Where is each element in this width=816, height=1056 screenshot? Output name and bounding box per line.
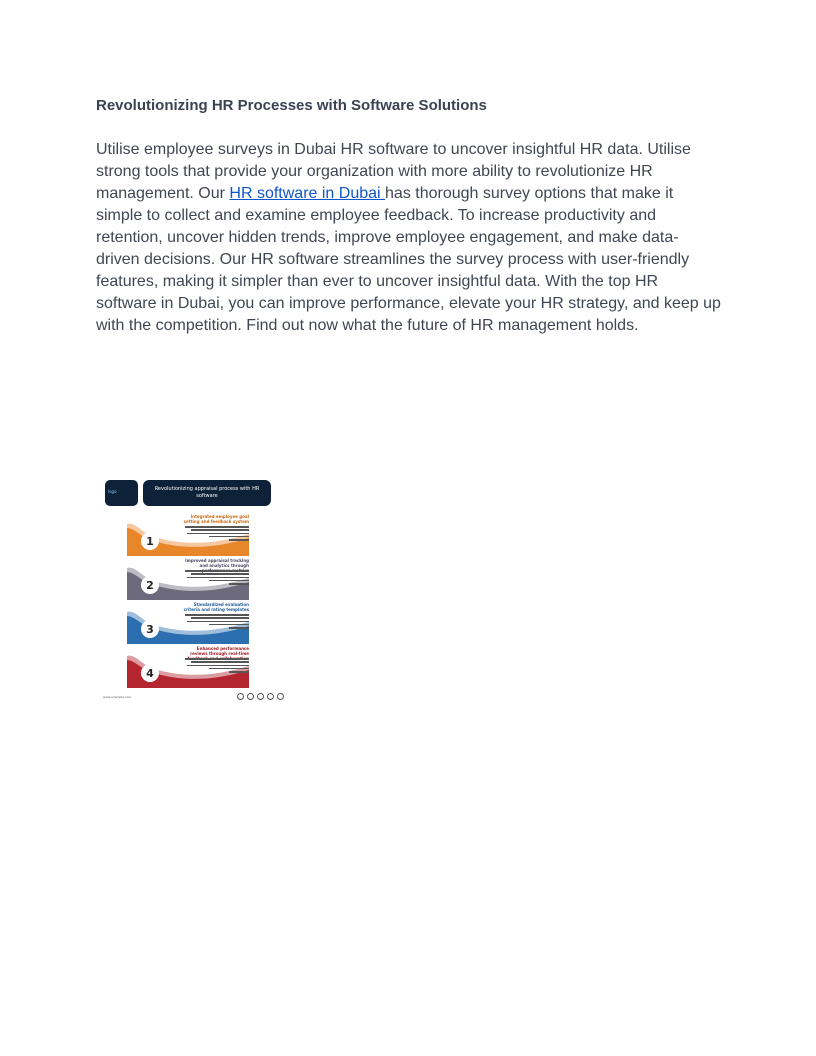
description-line xyxy=(185,658,249,660)
description-line xyxy=(209,536,249,538)
step-description-lines xyxy=(183,526,249,542)
description-line xyxy=(187,577,249,579)
step-title: Integrated employee goal setting and feedback system xyxy=(183,514,249,524)
step-title: Standardized evaluation criteria and rating templates xyxy=(183,602,249,612)
social-icon xyxy=(277,693,284,700)
step-number-badge: 2 xyxy=(141,576,159,594)
step-title: Improved appraisal tracking and analytics through xyxy=(185,558,249,568)
description-line xyxy=(187,533,249,535)
step-description-lines xyxy=(183,570,249,586)
description-line xyxy=(209,624,249,626)
social-icons xyxy=(237,693,284,700)
social-icon xyxy=(257,693,264,700)
document-heading: Revolutionizing HR Processes with Software Solutions xyxy=(96,97,487,114)
step-number-badge: 3 xyxy=(141,620,159,638)
social-icon xyxy=(237,693,244,700)
step-number-badge: 4 xyxy=(141,664,159,682)
description-line xyxy=(191,617,249,619)
hr-software-dubai-link[interactable]: HR software in Dubai xyxy=(229,185,386,202)
social-icon xyxy=(247,693,254,700)
infographic-step xyxy=(127,644,249,688)
description-line xyxy=(209,580,249,582)
step-description-lines xyxy=(183,658,249,674)
description-line xyxy=(185,526,249,528)
infographic-step xyxy=(127,600,249,644)
paragraph-text-start: Utilise employee surveys in Dubai HR software to uncover insightful HR data. Utilise strong tools that provide your organization with more ability to revolutionize HR management. Our xyxy=(96,141,691,202)
step-number-badge: 1 xyxy=(141,532,159,550)
step-title: Enhanced performance reviews through real-time xyxy=(190,646,249,656)
description-line xyxy=(229,583,249,585)
description-line xyxy=(187,665,249,667)
step-description-lines xyxy=(183,614,249,630)
description-line xyxy=(185,570,249,572)
description-line xyxy=(229,671,249,673)
description-line xyxy=(191,529,249,531)
appraisal-infographic-image xyxy=(100,476,275,704)
infographic-step xyxy=(127,556,249,600)
company-logo xyxy=(105,480,138,506)
description-line xyxy=(187,621,249,623)
infographic-step xyxy=(127,512,249,556)
document-paragraph xyxy=(96,139,722,337)
description-line xyxy=(191,661,249,663)
infographic-footer-text: www.example.com xyxy=(103,695,132,699)
description-line xyxy=(185,614,249,616)
description-line xyxy=(229,539,249,541)
infographic-title: Revolutionizing appraisal process with HR software xyxy=(143,480,271,506)
description-line xyxy=(209,668,249,670)
paragraph-text-end: has thorough survey options that make it simple to collect and examine employee feedback. To increase productivity and retention, uncover hidden trends, improve employee engagement, and make data-driven decisions. Our HR software streamlines the survey process with user-friendly features, making it simpler than ever to uncover insightful data. With the top HR software in Dubai, you can improve performance, elevate your HR strategy, and keep up with the competition. Find out now what the future of HR management holds. xyxy=(96,185,721,334)
description-line xyxy=(191,573,249,575)
logo-text: logo xyxy=(108,489,117,494)
description-line xyxy=(229,627,249,629)
social-icon xyxy=(267,693,274,700)
